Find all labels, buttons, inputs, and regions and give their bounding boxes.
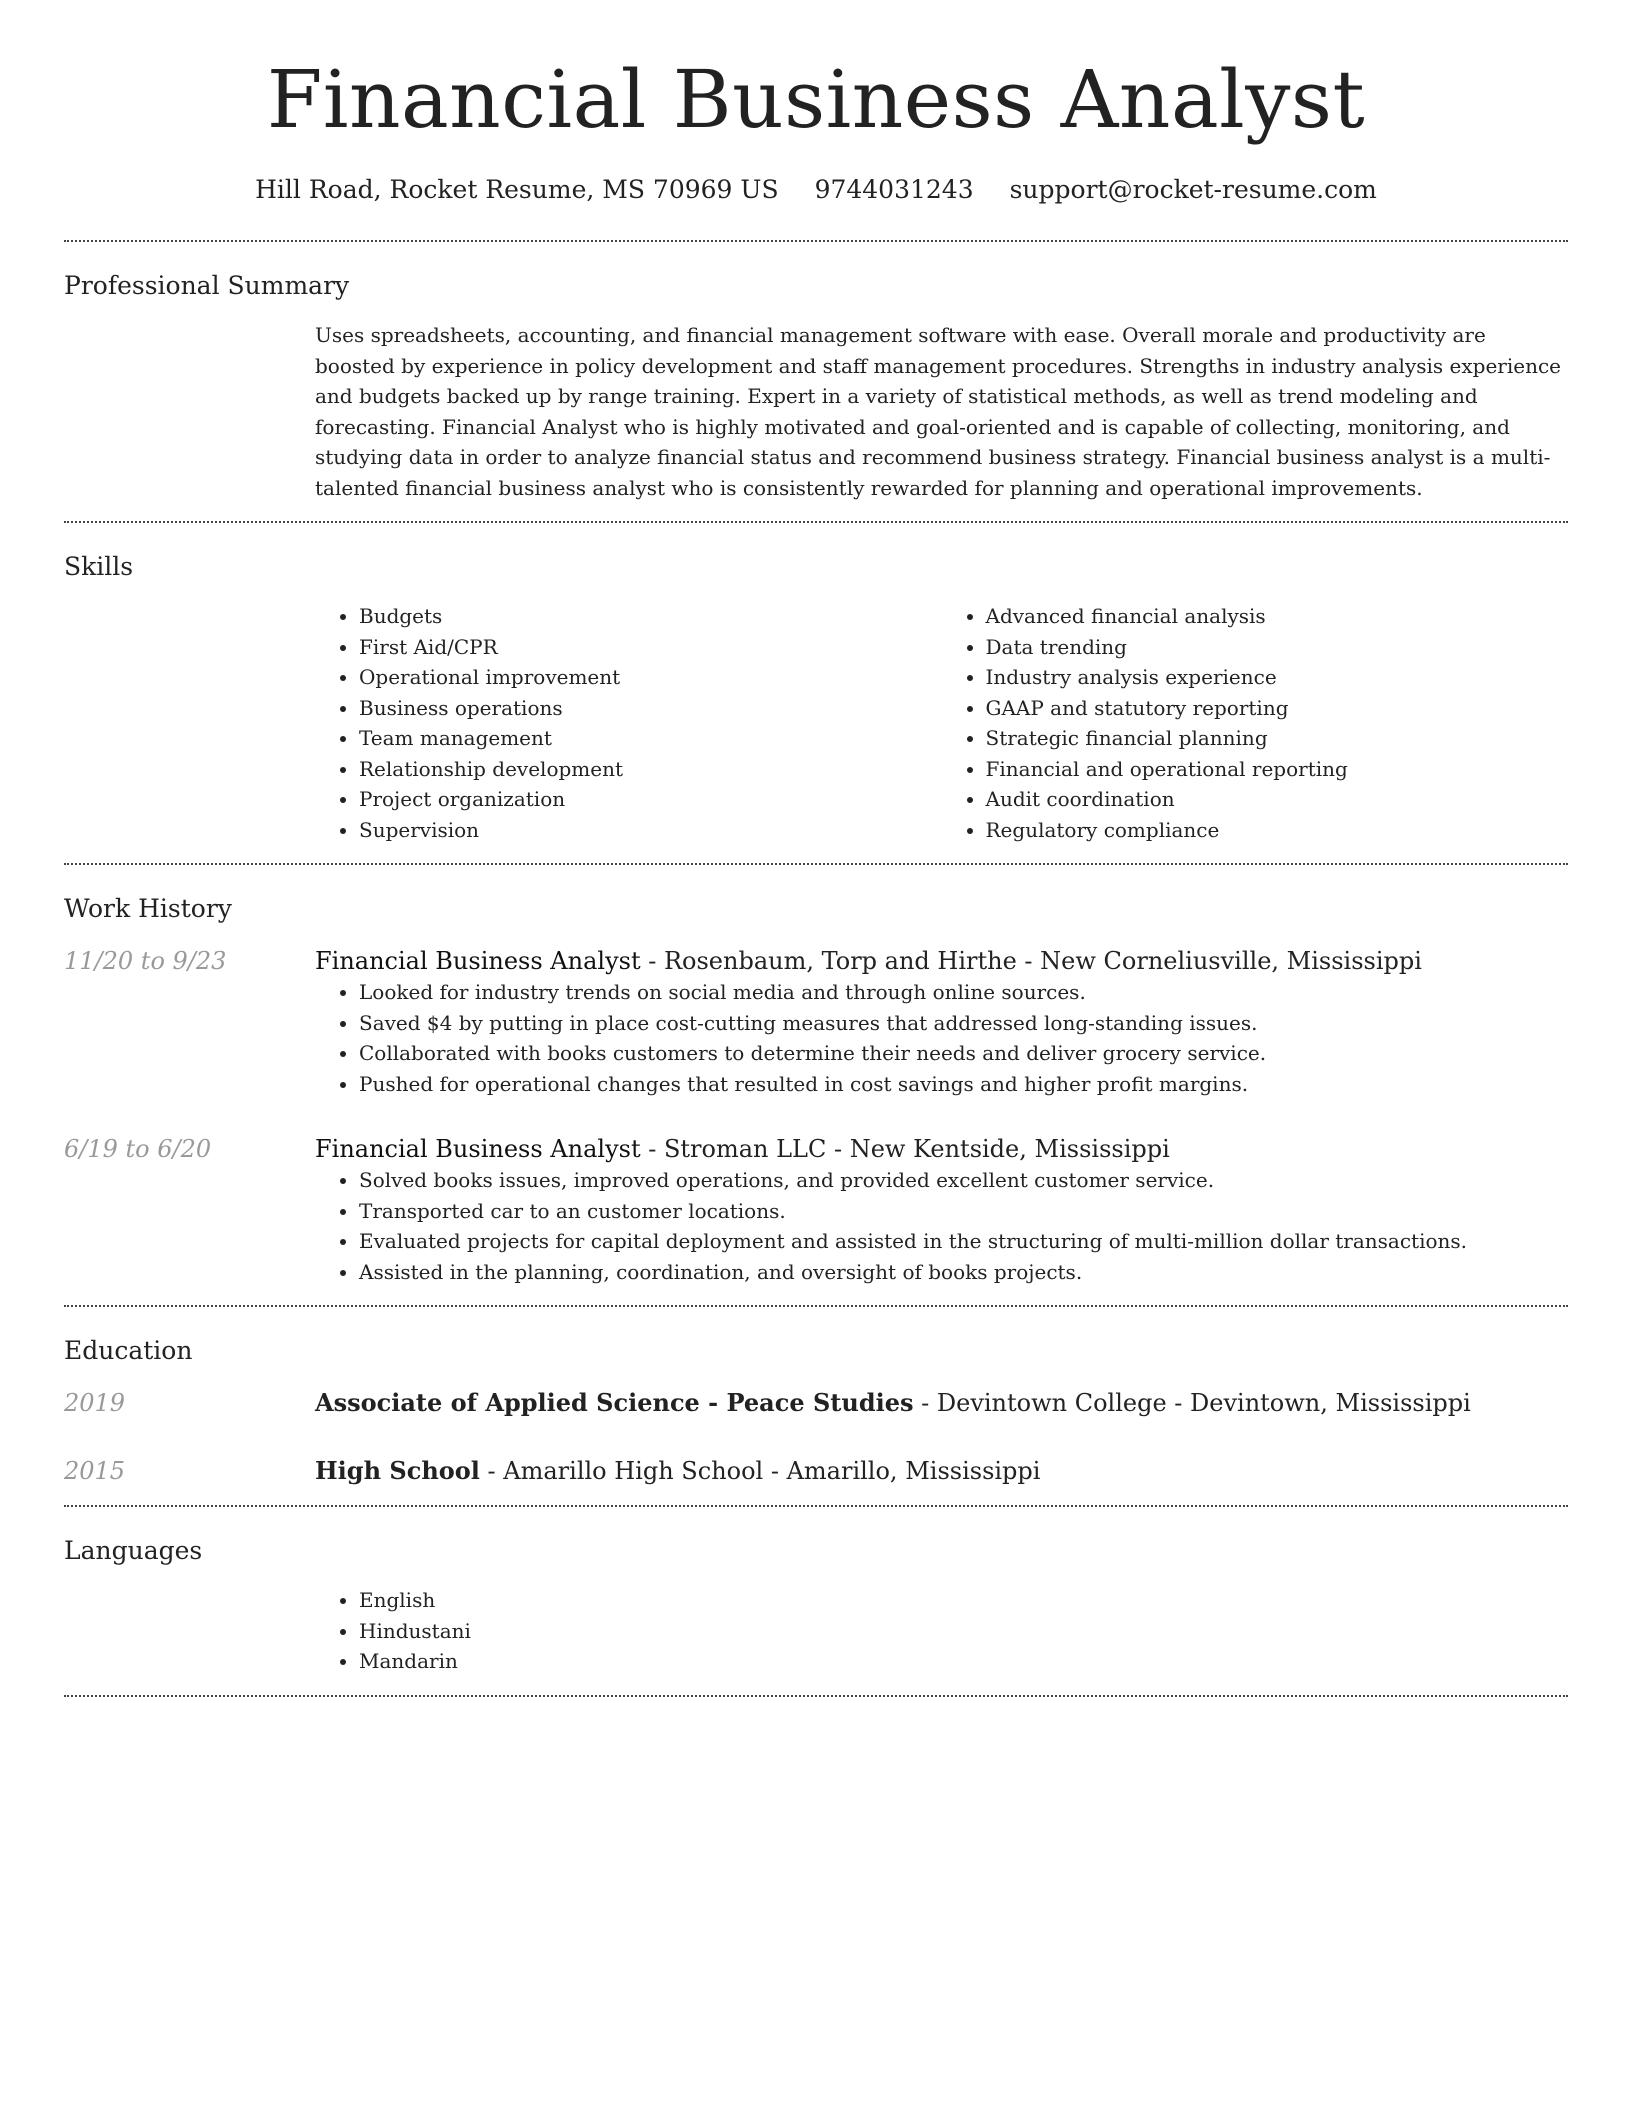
language-item: • Mandarin — [359, 1646, 1568, 1677]
summary-section — [64, 242, 1568, 521]
work-bullet: • Saved $4 by putting in place cost-cutting measures that addressed long-standing issues. — [359, 1008, 1568, 1039]
work-entry — [64, 1133, 1568, 1287]
skill-item: • Business operations — [359, 693, 942, 724]
education-entry — [64, 1387, 1568, 1419]
contact-phone: 9744031243 — [814, 175, 974, 204]
work-role: Financial Business Analyst — [315, 947, 641, 975]
summary-text: Uses spreadsheets, accounting, and financial management software with ease. Overall morale and productivity are boosted by experience in policy development and staff management procedures. Strengths in industry analysis experience and budgets backed up by range training. Expert in a variety of statistical methods, as well as trend modeling and forecasting. Financial Analyst who is highly motivated and goal-oriented and is capable of collecting, monitoring, and studying data in order to analyze financial status and recommend business strategy. Financial business analyst is a multi-talented financial business analyst who is consistently rewarded for planning and operational improvements. — [315, 323, 1561, 500]
work-bullet: • Looked for industry trends on social media and through online sources. — [359, 977, 1568, 1008]
languages-list — [315, 1585, 1568, 1677]
skill-item: • Data trending — [986, 632, 1569, 663]
skill-item: • Budgets — [359, 601, 942, 632]
education-year: 2015 — [64, 1457, 126, 1485]
skill-item: • Relationship development — [359, 754, 942, 785]
education-entry — [64, 1455, 1568, 1487]
work-dates: 6/19 to 6/20 — [64, 1135, 212, 1163]
education-degree: High School — [315, 1456, 480, 1485]
work-heading — [315, 1133, 1568, 1165]
work-bullet: • Transported car to an customer locations. — [359, 1196, 1568, 1227]
resume-header — [64, 0, 1568, 206]
skill-item: • Project organization — [359, 784, 942, 815]
education-section — [64, 1307, 1568, 1505]
languages-body — [315, 1585, 1568, 1677]
contact-line — [64, 174, 1568, 206]
contact-address: Hill Road, Rocket Resume, MS 70969 US — [255, 175, 779, 204]
skill-item: • Industry analysis experience — [986, 662, 1569, 693]
education-degree: Associate of Applied Science - Peace Studies — [315, 1388, 914, 1417]
work-bullet: • Assisted in the planning, coordination, and oversight of books projects. — [359, 1257, 1568, 1288]
work-history-title: Work History — [64, 894, 232, 923]
work-details — [315, 945, 1568, 1099]
skill-item: • First Aid/CPR — [359, 632, 942, 663]
work-entry — [64, 945, 1568, 1099]
work-bullet: • Pushed for operational changes that resulted in cost savings and higher profit margins. — [359, 1069, 1568, 1100]
work-bullets — [315, 1165, 1568, 1287]
skills-list-left — [315, 601, 942, 845]
skill-item: • Regulatory compliance — [986, 815, 1569, 846]
education-details — [315, 1387, 1568, 1419]
skills-grid — [315, 601, 1568, 845]
skill-item: • Advanced financial analysis — [986, 601, 1569, 632]
work-heading — [315, 945, 1568, 977]
work-dates: 11/20 to 9/23 — [64, 947, 227, 975]
skill-item: • Operational improvement — [359, 662, 942, 693]
languages-divider — [64, 1695, 1568, 1697]
summary-body — [315, 320, 1568, 503]
skills-title: Skills — [64, 552, 134, 581]
skill-item: • Audit coordination — [986, 784, 1569, 815]
education-title: Education — [64, 1336, 193, 1365]
work-bullets — [315, 977, 1568, 1099]
contact-email: support@rocket-resume.com — [1009, 175, 1377, 204]
education-heading — [315, 1455, 1568, 1487]
skill-item: • Team management — [359, 723, 942, 754]
summary-title: Professional Summary — [64, 271, 350, 300]
education-heading — [315, 1387, 1568, 1419]
education-details — [315, 1455, 1568, 1487]
work-bullet: • Collaborated with books customers to determine their needs and deliver grocery service. — [359, 1038, 1568, 1069]
skills-section — [64, 523, 1568, 863]
work-company: - Stroman LLC - New Kentside, Mississippi — [640, 1135, 1170, 1163]
skills-list-right — [942, 601, 1569, 845]
language-item: • English — [359, 1585, 1568, 1616]
languages-title: Languages — [64, 1536, 203, 1565]
work-details — [315, 1133, 1568, 1287]
work-bullet: • Solved books issues, improved operations, and provided excellent customer service. — [359, 1165, 1568, 1196]
skill-item: • Supervision — [359, 815, 942, 846]
work-company: - Rosenbaum, Torp and Hirthe - New Corneliusville, Mississippi — [640, 947, 1422, 975]
education-school: - Devintown College - Devintown, Mississippi — [913, 1389, 1471, 1417]
education-year: 2019 — [64, 1389, 126, 1417]
skill-item: • Financial and operational reporting — [986, 754, 1569, 785]
skill-item: • Strategic financial planning — [986, 723, 1569, 754]
languages-section — [64, 1507, 1568, 1695]
work-bullet: • Evaluated projects for capital deployment and assisted in the structuring of multi-million dollar transactions. — [359, 1226, 1568, 1257]
work-role: Financial Business Analyst — [315, 1135, 641, 1163]
education-school: - Amarillo High School - Amarillo, Mississippi — [479, 1457, 1041, 1485]
skill-item: • GAAP and statutory reporting — [986, 693, 1569, 724]
language-item: • Hindustani — [359, 1616, 1568, 1647]
work-history-section — [64, 865, 1568, 1305]
candidate-name: Financial Business Analyst — [266, 53, 1366, 146]
